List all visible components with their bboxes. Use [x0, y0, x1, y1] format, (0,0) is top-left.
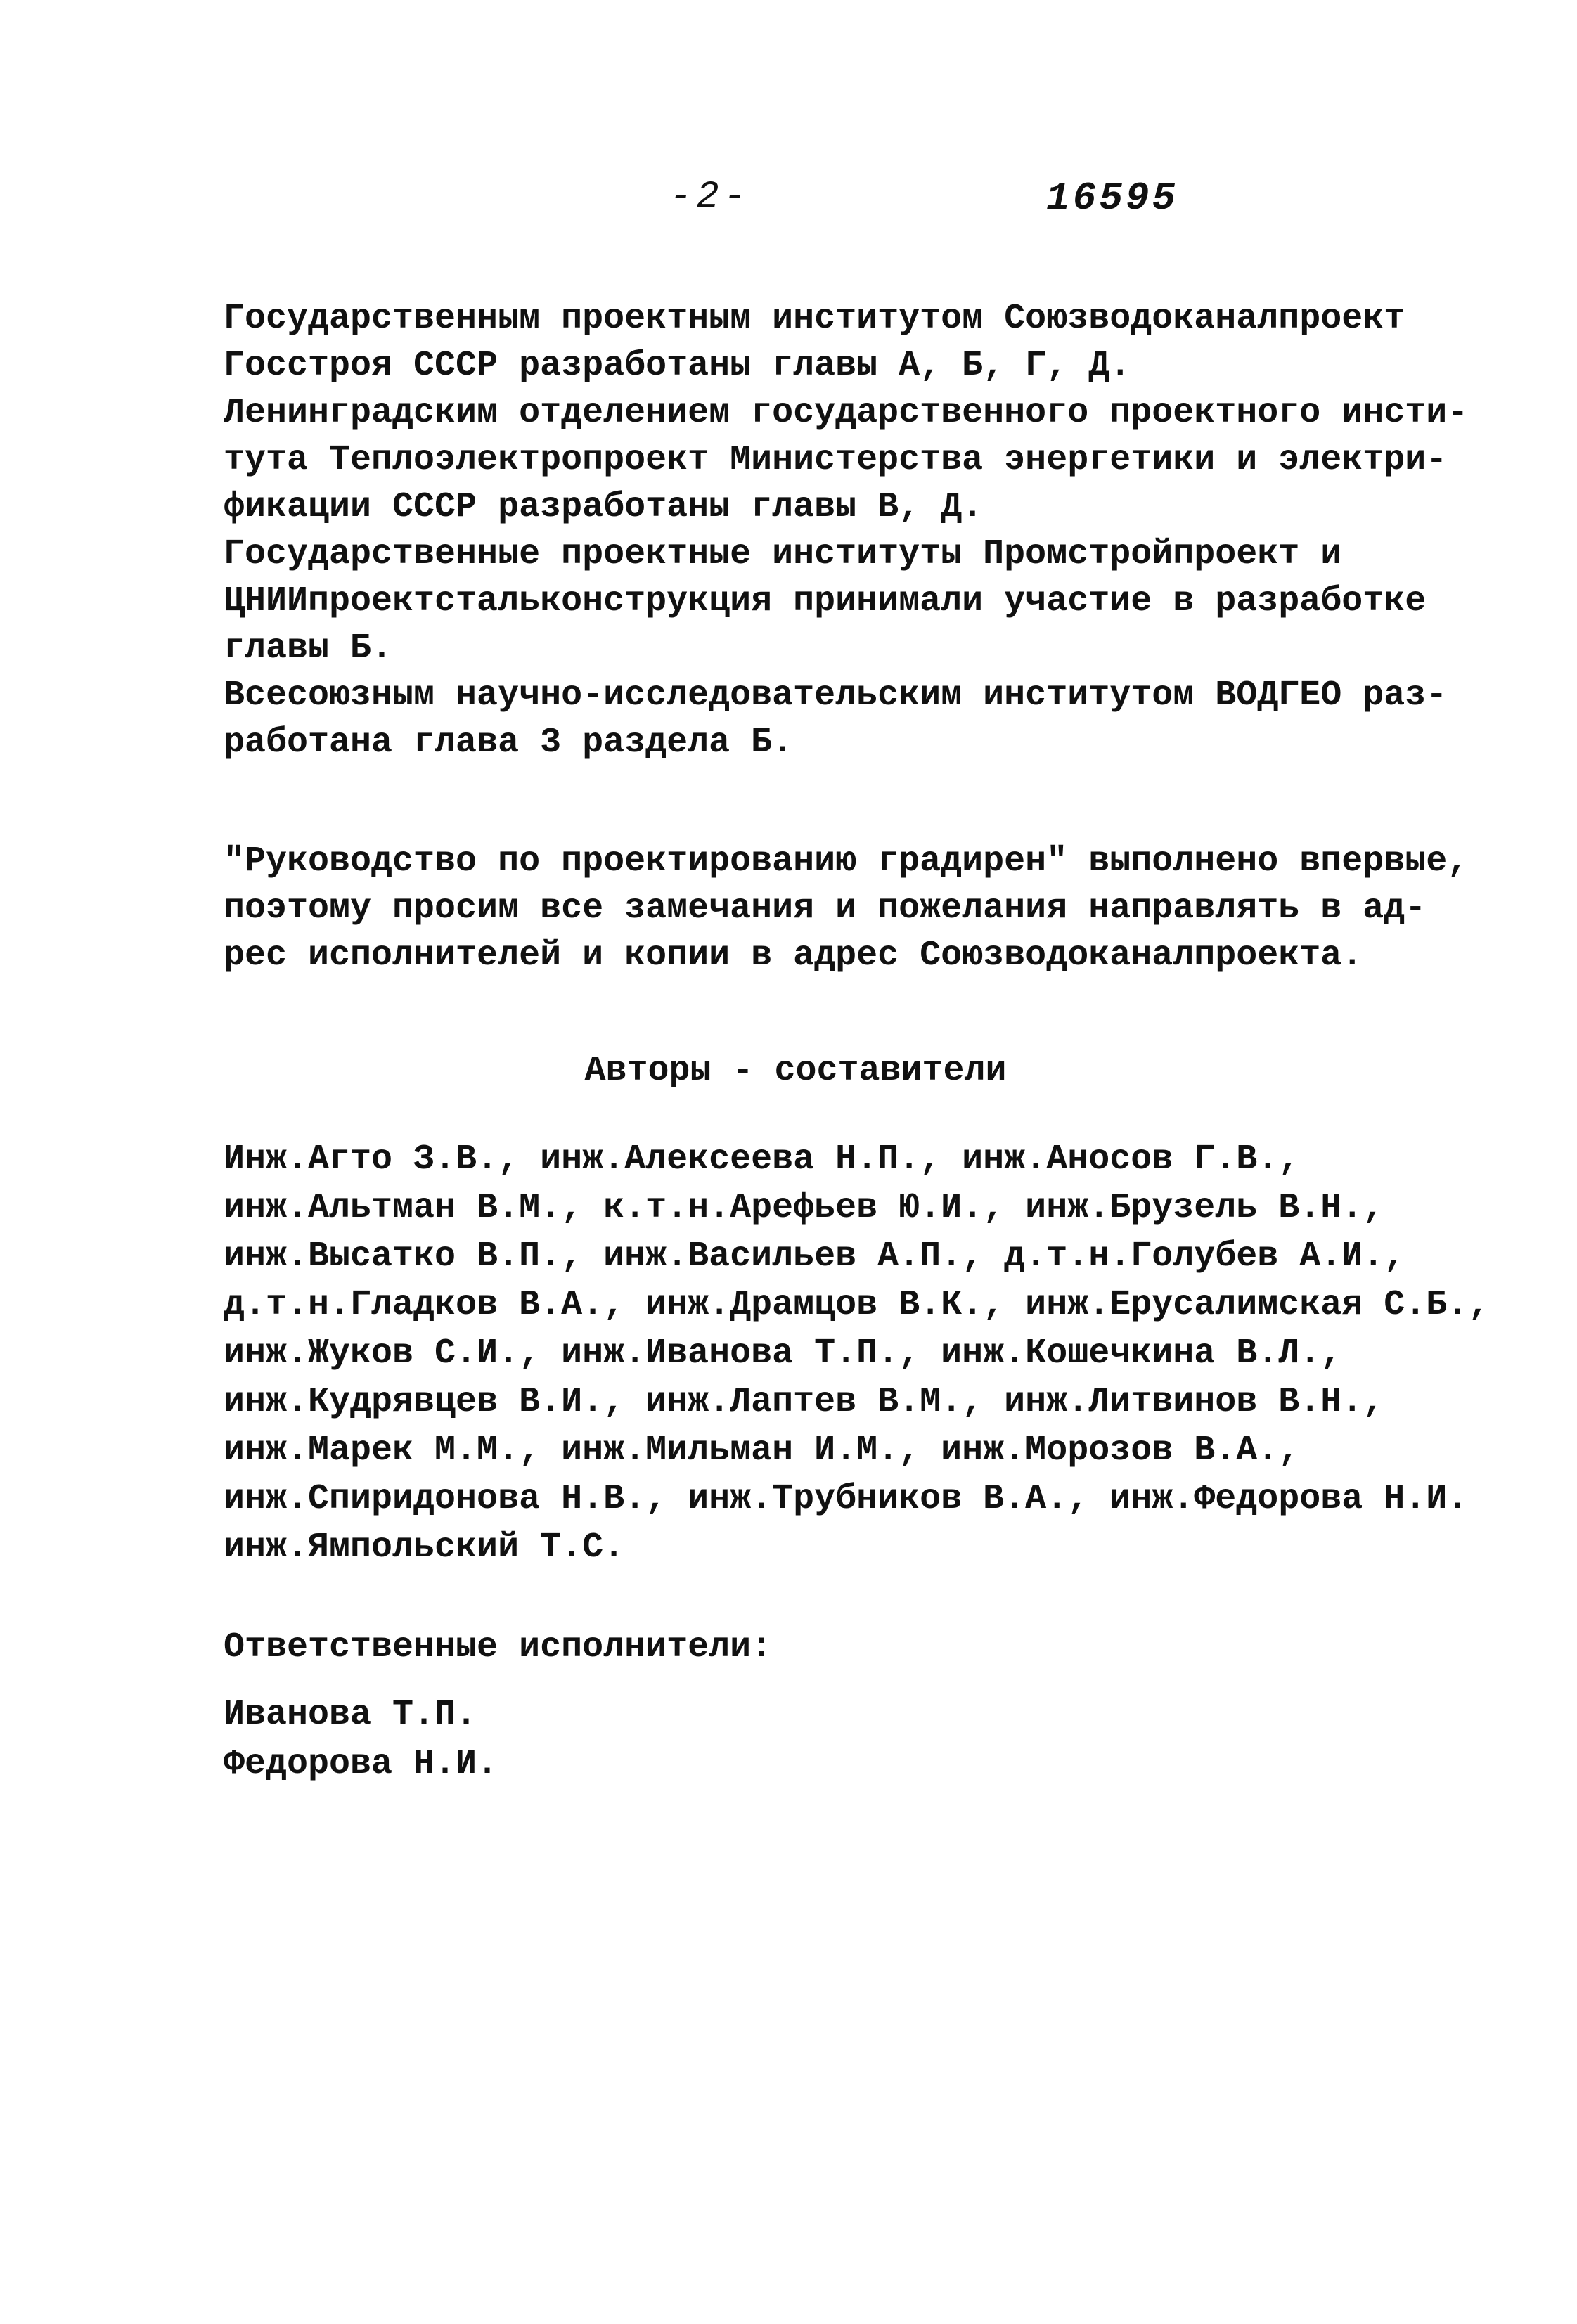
text-line: тута Теплоэлектропроект Министерства энергетики и электри-	[224, 440, 1448, 480]
authors-list	[224, 1135, 1490, 1572]
author-line: инж.Спиридонова Н.В., инж.Трубников В.А., инж.Федорова Н.И.	[224, 1479, 1469, 1519]
text-line: "Руководство по проектированию градирен" выполнено впервые,	[224, 841, 1469, 882]
author-line: инж.Альтман В.М., к.т.н.Арефьев Ю.И., инж.Брузель В.Н.,	[224, 1188, 1384, 1228]
page-number: -2-	[669, 176, 751, 219]
author-line: Инж.Агто З.В., инж.Алексеева Н.П., инж.Аносов Г.В.,	[224, 1140, 1300, 1180]
text-line: Ленинградским отделением государственного проектного инсти-	[224, 393, 1469, 433]
authors-heading: Авторы - составители	[584, 1051, 1007, 1091]
responsible-line: Федорова Н.И.	[224, 1744, 498, 1784]
responsible-heading: Ответственные исполнители:	[224, 1627, 773, 1667]
author-line: д.т.н.Гладков В.А., инж.Драмцов В.К., инж.Ерусалимская С.Б.,	[224, 1285, 1490, 1325]
document-number: 16595	[1046, 176, 1179, 221]
responsible-list	[224, 1691, 1433, 1789]
text-line: рес исполнителей и копии в адрес Союзводоканалпроекта.	[224, 936, 1363, 976]
text-line: главы Б.	[224, 628, 393, 669]
author-line: инж.Кудрявцев В.И., инж.Лаптев В.М., инж.Литвинов В.Н.,	[224, 1382, 1384, 1422]
text-line: Госстроя СССР разработаны главы А, Б, Г, Д.	[224, 346, 1131, 386]
text-line: поэтому просим все замечания и пожелания направлять в ад-	[224, 889, 1427, 929]
text-line: фикации СССР разработаны главы В, Д.	[224, 487, 984, 527]
author-line: инж.Высатко В.П., инж.Васильев А.П., д.т.н.Голубев А.И.,	[224, 1237, 1405, 1277]
author-line: инж.Жуков С.И., инж.Иванова Т.П., инж.Кошечкина В.Л.,	[224, 1334, 1342, 1374]
author-line: инж.Ямпольский Т.С.	[224, 1528, 625, 1568]
feedback-request-paragraph	[224, 838, 1469, 979]
text-line: работана глава 3 раздела Б.	[224, 723, 794, 763]
responsible-line: Иванова Т.П.	[224, 1695, 477, 1735]
author-line: инж.Марек М.М., инж.Мильман И.М., инж.Морозов В.А.,	[224, 1431, 1300, 1471]
page-header	[0, 176, 1577, 232]
text-line: ЦНИИпроектстальконструкция принимали участие в разработке	[224, 581, 1427, 621]
text-line: Государственным проектным институтом Союзводоканалпроект	[224, 299, 1405, 339]
developers-paragraph	[224, 295, 1469, 766]
text-line: Всесоюзным научно-исследовательским институтом ВОДГЕО раз-	[224, 676, 1448, 716]
text-line: Государственные проектные институты Промстройпроект и	[224, 534, 1342, 574]
